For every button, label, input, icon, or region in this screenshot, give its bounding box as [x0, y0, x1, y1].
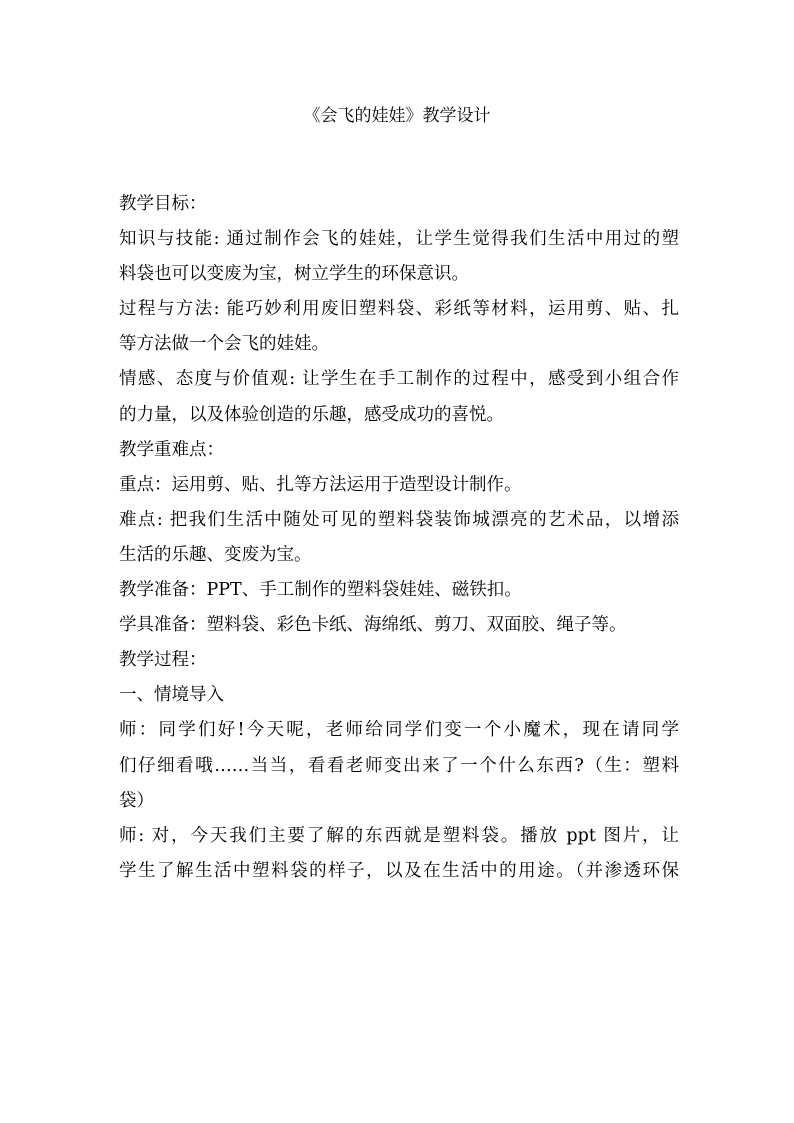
- paragraph-line: 重点：运用剪、贴、扎等方法运用于造型设计制作。: [119, 474, 522, 495]
- paragraph-line: 的力量，以及体验创造的乐趣，感受成功的喜悦。: [119, 404, 504, 425]
- paragraph-line: 师: 对，今天我们主要了解的东西就是塑料袋。播放 ppt 图片，让: [119, 825, 679, 846]
- paragraph-line: 等方法做一个会飞的娃娃。: [119, 334, 329, 355]
- paragraph-line: 教学准备：PPT、手工制作的塑料袋娃娃、磁铁扣。: [119, 580, 522, 601]
- paragraph-line: 学生了解生活中塑料袋的样子，以及在生活中的用途。（并渗透环保: [119, 860, 679, 881]
- section-heading-objectives: 教学目标：: [119, 194, 207, 214]
- section-heading-introduction: 一、情境导入: [119, 685, 224, 706]
- document-body: [119, 187, 679, 889]
- paragraph-line: 知识与技能: 通过制作会飞的娃娃，让学生觉得我们生活中用过的塑: [119, 229, 679, 250]
- section-heading-process: 教学过程：: [119, 650, 207, 671]
- section-heading-key-points: 教学重难点：: [119, 439, 224, 460]
- document-title: 《会飞的娃娃》教学设计: [303, 106, 491, 126]
- paragraph-line: 料袋也可以变废为宝，树立学生的环保意识。: [119, 264, 469, 285]
- paragraph-line: 袋）: [119, 790, 154, 811]
- paragraph-line: 们仔细看哦……当当，看看老师变出来了一个什么东西?（生：塑料: [119, 755, 679, 776]
- paragraph-line: 学具准备：塑料袋、彩色卡纸、海绵纸、剪刀、双面胶、绳子等。: [119, 615, 627, 636]
- paragraph-line: 生活的乐趣、变废为宝。: [119, 544, 312, 565]
- paragraph-line: 师：同学们好!今天呢，老师给同学们变一个小魔术，现在请同学: [119, 720, 679, 741]
- paragraph-line: 过程与方法: 能巧妙利用废旧塑料袋、彩纸等材料，运用剪、贴、扎: [119, 299, 679, 320]
- paragraph-line: 情感、态度与价值观: 让学生在手工制作的过程中，感受到小组合作: [119, 369, 679, 390]
- paragraph-line: 难点: 把我们生活中随处可见的塑料袋装饰城漂亮的艺术品，以增添: [119, 509, 679, 530]
